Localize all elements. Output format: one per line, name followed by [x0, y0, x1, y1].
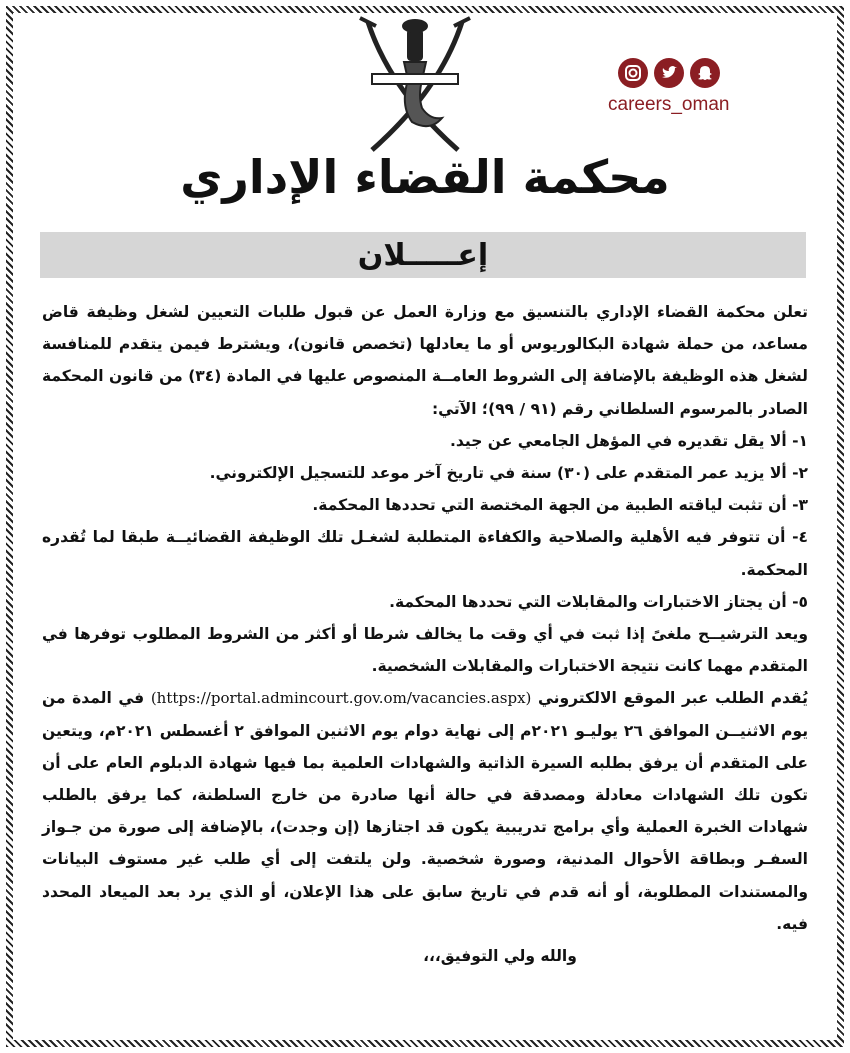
- application-paragraph: [42, 682, 808, 940]
- snapchat-icon[interactable]: [690, 58, 720, 88]
- closing-line: والله ولي التوفيق،،،: [423, 947, 577, 966]
- condition-item: ٥- أن يجتاز الاختبارات والمقابلات التي تحددها المحكمة.: [389, 592, 808, 611]
- announcement-title: إعـــــلان: [357, 237, 489, 273]
- announcement-banner: [40, 232, 806, 278]
- twitter-icon[interactable]: [654, 58, 684, 88]
- intro-paragraph: تعلن محكمة القضاء الإداري بالتنسيق مع وزارة العمل عن قبول طلبات التعيين لشغل وظيفة قاض مساعد، من حملة شهادة البكالوريوس أو ما يعادلها (تخصص قانون)، ويشترط فيمن يتقدم للمنافسة لشغل هذه الوظيفة بالإضافة إلى الشروط العامــة المنصوص عليها في المادة (٣٤) من قانون المحكمة الصادر بالمرسوم السلطاني رقم (٩١ / ٩٩)؛ الآتي:: [42, 303, 808, 418]
- apply-prefix: يُقدم الطلب عبر الموقع الالكتروني: [538, 689, 808, 708]
- court-name-heading: محكمة القضاء الإداري: [180, 150, 670, 204]
- social-handle[interactable]: careers_oman: [608, 94, 730, 115]
- nullification-paragraph: ويعد الترشيــح ملغىً إذا ثبت في أي وقت ما يخالف شرطا أو أكثر من الشروط المطلوب توفرها في المتقدم مهما كانت نتيجة الاختبارات والمقابلات الشخصية.: [42, 625, 808, 676]
- apply-url-link[interactable]: (https://portal.admincourt.gov.om/vacancies.aspx): [150, 689, 532, 708]
- condition-item: ٤- أن تتوفر فيه الأهلية والصلاحية والكفاءة المتطلبة لشغـل تلك الوظيفة القضائيــة طبقا لما تُقدره المحكمة.: [42, 528, 808, 579]
- social-branding: [608, 58, 748, 128]
- announcement-body: [42, 296, 808, 972]
- condition-item: ٢- ألا يزيد عمر المتقدم على (٣٠) سنة في تاريخ آخر موعد للتسجيل الإلكتروني.: [209, 464, 808, 483]
- instagram-icon[interactable]: [618, 58, 648, 88]
- condition-item: ١- ألا يقل تقديره في المؤهل الجامعي عن جيد.: [450, 431, 808, 450]
- apply-details: في المدة من يوم الاثنيــن الموافق ٢٦ يوليـو ٢٠٢١م إلى نهاية دوام يوم الاثنين الموافق ٢ أغسطس ٢٠٢١م، ويتعين على المتقدم أن يرفق بطلبه السيرة الذاتية والشهادات العلمية بما فيها شهادة الدبلوم العام على أن تكون تلك الشهادات معادلة ومصدقة في حالة أنها صادرة من خارج السلطنة، كما يرفق بالطلب شهادات الخبرة العملية وأي برامج تدريبية يكون قد اجتازها (إن وجدت)، بالإضافة إلى صورة من جـواز السفـر وبطاقة الأحوال المدنية، وصورة شخصية. ولن يلتفت إلى أي طلب غير مستوف البيانات والمستندات المطلوبة، أو أنه قدم في تاريخ سابق على هذا الإعلان، أو الذي يرد بعد الميعاد المحدد فيه.: [42, 689, 809, 933]
- oman-emblem: [350, 10, 480, 160]
- condition-item: ٣- أن تثبت لياقته الطبية من الجهة المختصة التي تحددها المحكمة.: [312, 496, 808, 515]
